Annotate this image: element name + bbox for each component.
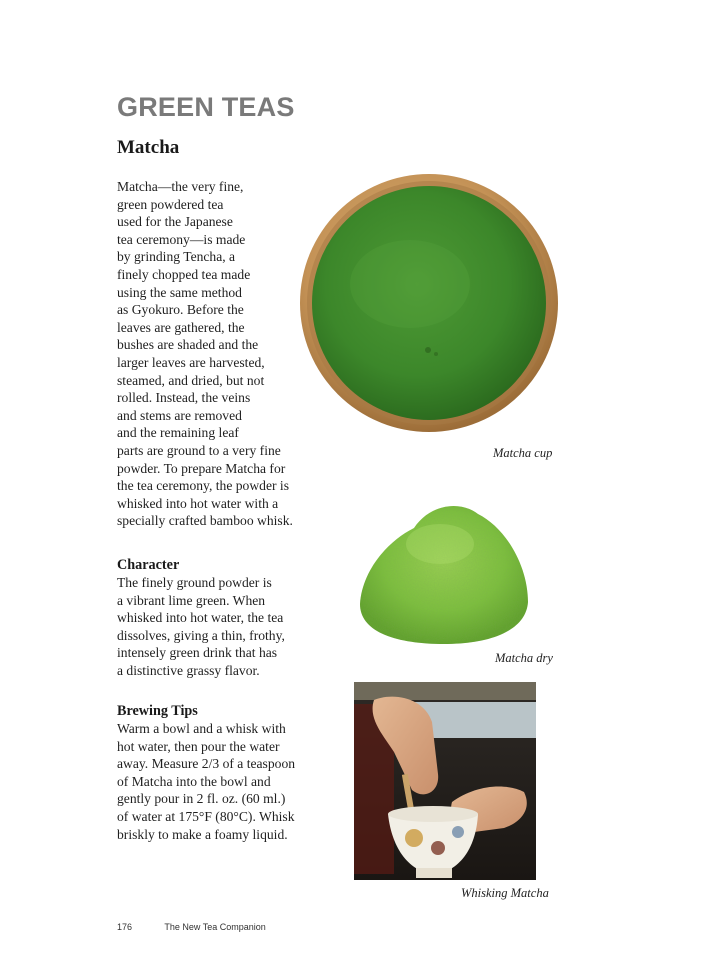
text-line: hot water, then pour the water [117, 738, 280, 754]
text-line: by grinding Tencha, a [117, 249, 236, 265]
text-line: as Gyokuro. Before the [117, 302, 244, 318]
text-line: larger leaves are harvested, [117, 354, 265, 370]
text-line: using the same method [117, 284, 242, 300]
text-line: a vibrant lime green. When [117, 592, 266, 608]
character-heading: Character [117, 557, 180, 573]
tea-title: Matcha [117, 137, 180, 158]
text-line: of water at 175°F (80°C). Whisk [117, 808, 295, 824]
character-paragraph [117, 574, 285, 680]
text-line: dissolves, giving a thin, frothy, [117, 627, 285, 643]
page-number: 176 [117, 922, 133, 932]
text-line: bushes are shaded and the [117, 337, 259, 353]
text-line: intensely green drink that has [117, 645, 278, 661]
text-line: powder. To prepare Matcha for [117, 460, 286, 476]
text-line: tea ceremony—is made [117, 231, 246, 247]
text-line: The finely ground powder is [117, 575, 272, 590]
text-line: steamed, and dried, but not [117, 372, 265, 388]
brewing-tips-paragraph [117, 720, 295, 843]
text-line: of Matcha into the bowl and [117, 773, 271, 789]
text-line: the tea ceremony, the powder is [117, 478, 289, 494]
text-line: green powdered tea [117, 196, 224, 212]
whisking-matcha-photo [354, 682, 536, 880]
text-line: away. Measure 2/3 of a teaspoon [117, 756, 296, 772]
text-line: parts are ground to a very fine [117, 442, 281, 458]
book-title: The New Tea Companion [164, 922, 266, 932]
text-line: finely chopped tea made [117, 266, 251, 282]
text-line: and the remaining leaf [117, 425, 239, 441]
text-line: Matcha—the very fine, [117, 179, 244, 194]
matcha-cup-caption: Matcha cup [493, 446, 553, 460]
matcha-cup-photo [298, 172, 560, 434]
intro-paragraph [117, 178, 293, 530]
page-footer [117, 922, 266, 932]
text-line: rolled. Instead, the veins [117, 390, 251, 406]
matcha-powder-photo [352, 484, 534, 648]
text-line: Warm a bowl and a whisk with [117, 721, 286, 736]
whisking-matcha-caption: Whisking Matcha [461, 886, 549, 900]
text-line: whisked into hot water with a [117, 495, 279, 511]
text-line: whisked into hot water, the tea [117, 610, 284, 626]
section-title: GREEN TEAS [117, 92, 295, 122]
text-line: and stems are removed [117, 407, 242, 423]
brewing-tips-heading: Brewing Tips [117, 703, 198, 719]
text-line: briskly to make a foamy liquid. [117, 826, 288, 842]
text-line: a distinctive grassy flavor. [117, 662, 260, 678]
text-line: used for the Japanese [117, 214, 233, 230]
text-line: specially crafted bamboo whisk. [117, 513, 293, 529]
text-line: gently pour in 2 fl. oz. (60 ml.) [117, 791, 286, 807]
text-line: leaves are gathered, the [117, 319, 245, 335]
matcha-dry-caption: Matcha dry [495, 651, 553, 665]
